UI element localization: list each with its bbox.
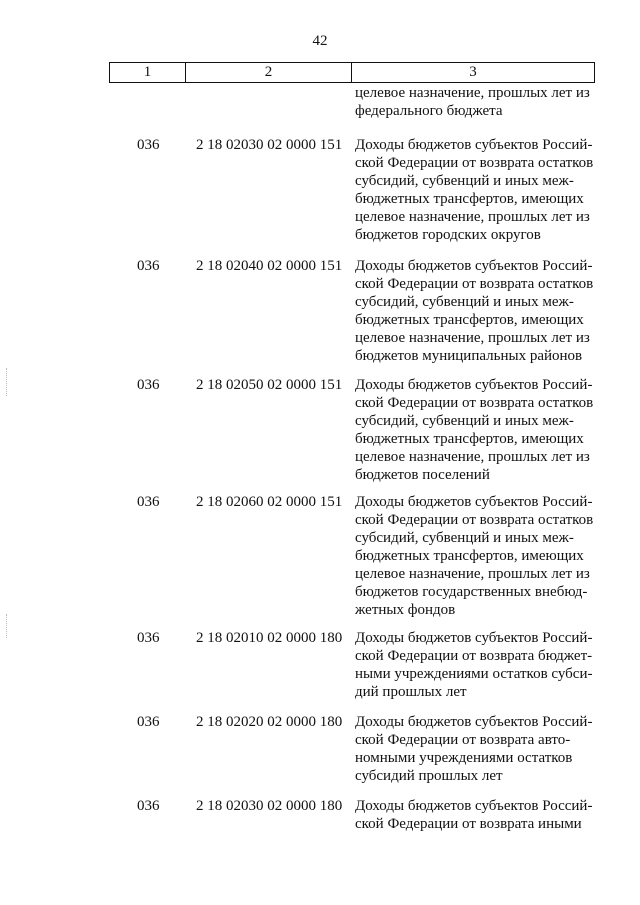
description-line: целевое назначение, прошлых лет из — [355, 330, 590, 346]
description-line: субсидий, субвенций и иных меж- — [355, 413, 574, 429]
revenue-description — [355, 713, 595, 785]
header-col-2: 2 — [186, 63, 352, 82]
description-line: ской Федерации от возврата остатков — [355, 512, 594, 528]
description-line: бюджетов муниципальных районов — [355, 348, 583, 364]
admin-code: 036 — [137, 494, 160, 510]
description-line: Доходы бюджетов субъектов Россий- — [355, 258, 593, 274]
description-line: субсидий прошлых лет — [355, 768, 503, 784]
revenue-description — [355, 136, 595, 244]
revenue-description — [355, 629, 595, 701]
budget-classification-code: 2 18 02040 02 0000 151 — [196, 258, 343, 274]
admin-code: 036 — [137, 258, 160, 274]
description-line: Доходы бюджетов субъектов Россий- — [355, 377, 593, 393]
description-line: номными учреждениями остатков — [355, 750, 573, 766]
admin-code: 036 — [137, 377, 160, 393]
description-line: ской Федерации от возврата остатков — [355, 276, 594, 292]
description-line: ской Федерации от возврата бюджет- — [355, 648, 593, 664]
revenue-description — [355, 376, 595, 484]
description-line: целевое назначение, прошлых лет из — [355, 449, 590, 465]
page-number: 42 — [312, 33, 328, 49]
header-col-3: 3 — [469, 64, 477, 80]
admin-code: 036 — [137, 630, 160, 646]
description-line: бюджетных трансфертов, имеющих — [355, 312, 584, 328]
budget-classification-code: 2 18 02030 02 0000 180 — [196, 798, 343, 814]
description-line: целевое назначение, прошлых лет из — [355, 566, 590, 582]
description-line: федерального бюджета — [355, 103, 503, 119]
description-line: Доходы бюджетов субъектов Россий- — [355, 494, 593, 510]
description-line: целевое назначение, прошлых лет из — [355, 209, 590, 225]
description-line: бюджетных трансфертов, имеющих — [355, 191, 584, 207]
revenue-description — [355, 257, 595, 365]
admin-code: 036 — [137, 798, 160, 814]
description-line: субсидий, субвенций и иных меж- — [355, 173, 574, 189]
budget-classification-code: 2 18 02060 02 0000 151 — [196, 494, 343, 510]
description-line: субсидий, субвенций и иных меж- — [355, 530, 574, 546]
header-col-1: 1 — [110, 63, 186, 82]
scan-artifact — [6, 614, 10, 638]
description-line: бюджетов поселений — [355, 467, 490, 483]
description-line: дий прошлых лет — [355, 684, 467, 700]
budget-classification-code: 2 18 02020 02 0000 180 — [196, 714, 343, 730]
description-line: ской Федерации от возврата остатков — [355, 395, 594, 411]
description-line: ными учреждениями остатков субси- — [355, 666, 593, 682]
description-line: Доходы бюджетов субъектов Россий- — [355, 798, 593, 814]
admin-code: 036 — [137, 137, 160, 153]
description-line: целевое назначение, прошлых лет из — [355, 85, 590, 101]
description-line: субсидий, субвенций и иных меж- — [355, 294, 574, 310]
description-line: бюджетов городских округов — [355, 227, 541, 243]
scan-artifact — [6, 368, 10, 396]
table-header — [109, 62, 595, 83]
admin-code: 036 — [137, 714, 160, 730]
description-line: бюджетов государственных внебюд- — [355, 584, 588, 600]
description-line: бюджетных трансфертов, имеющих — [355, 431, 584, 447]
description-line: жетных фондов — [355, 602, 456, 618]
revenue-description — [355, 797, 595, 833]
description-line: Доходы бюджетов субъектов Россий- — [355, 137, 593, 153]
description-line: бюджетных трансфертов, имеющих — [355, 548, 584, 564]
description-line: ской Федерации от возврата иными — [355, 816, 582, 832]
budget-classification-code: 2 18 02050 02 0000 151 — [196, 377, 343, 393]
description-line: ской Федерации от возврата остатков — [355, 155, 594, 171]
description-line: Доходы бюджетов субъектов Россий- — [355, 630, 593, 646]
budget-classification-code: 2 18 02010 02 0000 180 — [196, 630, 343, 646]
budget-classification-code: 2 18 02030 02 0000 151 — [196, 137, 343, 153]
description-line: ской Федерации от возврата авто- — [355, 732, 571, 748]
revenue-description — [355, 493, 595, 619]
continued-description — [355, 84, 595, 120]
description-line: Доходы бюджетов субъектов Россий- — [355, 714, 593, 730]
